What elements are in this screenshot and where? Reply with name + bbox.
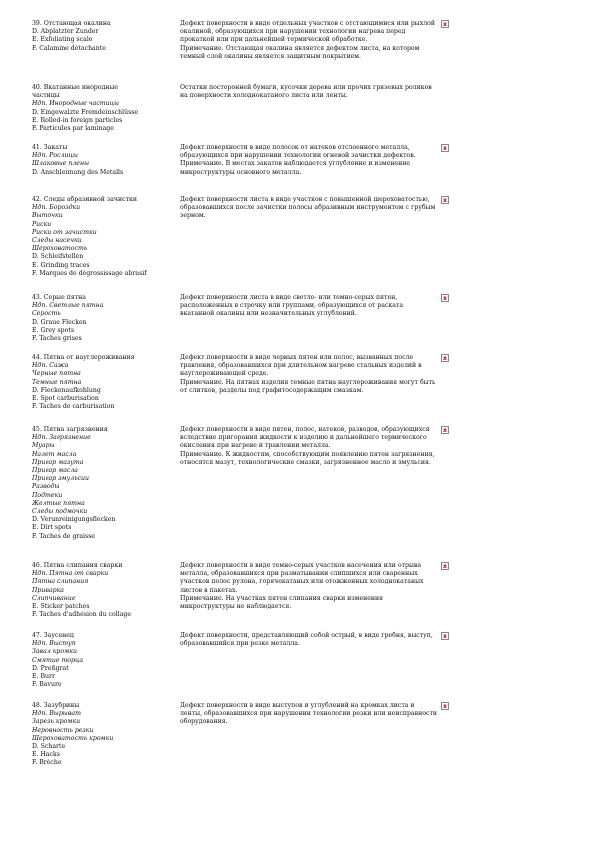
term-line: D. Scharte: [32, 743, 66, 751]
term-line: Неровность резки: [32, 726, 94, 734]
note-text: Примечание. На пятнах изделия темные пятна науглероживания могут быть от слитков, разделы под графитосодержащим смазкам.: [180, 378, 436, 394]
term-line: Ндп. Рослицы: [32, 152, 78, 160]
term-line: D. Graue Flecken: [32, 318, 87, 326]
term-line: 40. Вкатанные инородные: [32, 84, 119, 91]
note-text: Примечание. На участках пятен слипания сварки изменения микроструктуры не наблюдается.: [180, 594, 384, 611]
broken-image-icon: x: [441, 196, 449, 204]
broken-image-icon: x: [441, 426, 449, 434]
term-line: D. Eingewalzte Fremdeinschlüsse: [32, 108, 139, 116]
term-line: Пригар эмульсии: [32, 475, 90, 483]
term-line: D. Fleckenaufkohlung: [32, 386, 101, 394]
term-line: E. Grey spots: [32, 326, 74, 334]
term-line: E. Grinding traces: [32, 261, 90, 269]
term-line: 47. Заусенец: [32, 632, 74, 639]
definition-block: [180, 144, 438, 177]
term-line: D. Preßgrat: [32, 664, 69, 672]
term-line: E. Burr: [32, 673, 55, 681]
term-line: Ндп. Инородные частицы: [32, 100, 119, 108]
definition-text: Остатки посторонней бумаги, кусочки дерева или прочих грязевых роликов на поверхности холоднокатаного листа или ленты.: [180, 84, 432, 100]
broken-image-icon: x: [441, 562, 449, 570]
term-line: Подтеки: [32, 491, 63, 499]
term-line: Разводы: [32, 483, 60, 491]
term-line: F. Taches d'adhésion du collage: [32, 611, 132, 619]
term-line: Ндп. Вырыват: [32, 710, 81, 718]
term-line: Слипчивание: [32, 594, 76, 602]
term-line: Ндп. Светлые пятна: [32, 302, 104, 310]
term-line: F. Particules par laminage: [32, 125, 114, 133]
term-line: Пригар мазута: [32, 458, 84, 466]
term-line: D. Schleifstellen: [32, 253, 84, 261]
term-line: Черные пятна: [32, 370, 81, 378]
term-line: Выточки: [32, 212, 63, 220]
term-block: [32, 562, 180, 619]
term-line: F. Brèche: [32, 759, 62, 767]
note-text: Примечание. Отстающая окалина является дефектом листа, на котором темный слой окалины является защитным покрытием.: [180, 44, 420, 60]
term-line: 43. Серые пятна: [32, 294, 86, 301]
definition-text: Дефект поверхности в виде черных пятен или полос, вызванных после травления, образовавшихся при длительном нагреве стальных изделий в науглероживающей среде.: [180, 354, 422, 378]
term-line: F. Calamine détachante: [32, 44, 106, 52]
broken-image-icon: x: [441, 294, 449, 302]
term-block: [32, 294, 180, 343]
term-line: D. Abplatzter Zunder: [32, 28, 99, 36]
term-line: Завал кромки: [32, 648, 77, 656]
term-line: D. Verunreinigungsflecken: [32, 516, 116, 524]
term-line: Смятие торца: [32, 656, 84, 664]
term-line: 44. Пятна от науглероживания: [32, 354, 135, 361]
definition-text: Дефект поверхности в виде темно-серых участков насечения или отрыва металла, образовавшихся при разматывании слипшихся или сваренных участков полос рулона, горячекатаных или отожженных холоднокатаных листов в пакетах.: [180, 562, 424, 594]
term-line: 41. Закаты: [32, 144, 68, 151]
term-line: Ндп. Загрязнение: [32, 434, 91, 442]
term-line: F. Taches grises: [32, 335, 82, 343]
definition-block: [180, 20, 438, 61]
term-line: Следы подмочки: [32, 508, 88, 516]
term-line: E. Sticker patches: [32, 603, 90, 611]
broken-image-icon: x: [441, 20, 449, 28]
term-line: Пригар масла: [32, 467, 78, 475]
term-block: [32, 702, 180, 768]
broken-image-icon: x: [441, 354, 449, 362]
term-block: [32, 144, 180, 177]
term-line: Ндп. Выступ: [32, 640, 76, 648]
term-line: Серость: [32, 310, 61, 318]
term-line: F. Taches de carburisation: [32, 403, 115, 411]
term-line: 42. Следы абразивной зачистки: [32, 196, 137, 203]
definition-text: Дефект поверхности листа в виде светло- или темно-серых пятен, расположенных в строчку или группами, образующихся от раската вкатанной окалины или незначительных углублений.: [180, 294, 404, 318]
definition-block: [180, 354, 438, 395]
term-line: 46. Пятна слипания сварки: [32, 562, 123, 569]
term-line: D. Anschleimung des Metalls: [32, 168, 124, 176]
term-line: E. Dirt spots: [32, 524, 72, 532]
term-line: частицы: [32, 92, 60, 100]
broken-image-icon: x: [441, 144, 449, 152]
term-line: Шероховатость: [32, 245, 88, 253]
definition-block: [180, 84, 438, 100]
term-line: Налет масла: [32, 450, 77, 458]
term-line: Ндп. Бороздки: [32, 204, 81, 212]
term-line: 39. Отстающая окалина: [32, 20, 111, 27]
term-line: F. Bavure: [32, 681, 62, 689]
definition-block: [180, 702, 438, 727]
term-block: [32, 196, 180, 278]
definition-text: Дефект поверхности в виде отдельных участков с отстающимися или рыхлой окалиной, образующихся при нарушении технологии нагрева перед прокаткой или при дальнейшей термической обработке.: [180, 20, 435, 44]
term-block: [32, 354, 180, 411]
term-block: [32, 426, 180, 541]
definition-text: Дефект поверхности, представляющий собой острый, в виде гребня, выступ, образовавшийся при резке металла.: [180, 632, 433, 648]
definition-block: [180, 632, 438, 648]
term-line: 45. Пятна загрязнения: [32, 426, 108, 433]
broken-image-icon: x: [441, 632, 449, 640]
term-line: E. Spot carburisation: [32, 395, 99, 403]
definition-block: [180, 426, 438, 467]
term-line: Темные пятна: [32, 378, 82, 386]
broken-image-icon: x: [441, 702, 449, 710]
term-block: [32, 20, 180, 53]
definition-block: [180, 196, 438, 221]
term-line: Ндп. Пятна от сварки: [32, 570, 109, 578]
definition-text: Дефект поверхности листа в виде участков с повышенной шероховатостью, образовавшихся после зачистки полосы абразивным инструментом с грубым зерном.: [180, 196, 436, 220]
definition-text: Дефект поверхности в виде пятен, полос, натеков, разводов, образующихся вследствие пригорания жидкости к изделию и дальнейшего термического окисления при нагреве и травлении металла.: [180, 426, 430, 450]
term-line: Шероховатость кромки: [32, 734, 114, 742]
term-line: Риски: [32, 220, 52, 228]
note-text: Примечание. К жидкостям, способствующим появлению пятен загрязнения, относятся мазут, технологические смазки, загрязненное масло и эмульсия.: [180, 450, 435, 466]
term-line: 48. Зазубрины: [32, 702, 80, 709]
term-line: Следы насечки: [32, 237, 82, 245]
definition-block: [180, 562, 438, 611]
term-line: E. Hacks: [32, 751, 60, 759]
definition-text: Дефект поверхности в виде выступов и углублений на кромках листа и ленты, образовавшихся при нарушении технологии резки или неисправности оборудования.: [180, 702, 438, 726]
term-line: Риски от зачистки: [32, 228, 97, 236]
term-block: [32, 632, 180, 689]
term-line: E. Exfoliating scale: [32, 36, 93, 44]
term-line: Зарезь кромки: [32, 718, 81, 726]
term-line: Муары: [32, 442, 55, 450]
term-line: F. Taches de graisse: [32, 532, 96, 540]
term-line: Желтые пятна: [32, 499, 85, 507]
term-line: Шлаковые плены: [32, 160, 90, 168]
term-line: E. Rolled-in foreign particles: [32, 116, 123, 124]
term-line: Пятна слипания: [32, 578, 89, 586]
term-block: [32, 84, 180, 133]
definition-text: Дефект поверхности в виде полосок от натеков отслоенного металла, образующихся при нарушении технологии огневой зачистки дефектов.: [180, 144, 416, 160]
term-line: Приварка: [32, 586, 64, 594]
term-line: Ндп. Сажа: [32, 362, 69, 370]
term-line: F. Marques de dégrossissage abrasif: [32, 269, 147, 277]
note-text: Примечание. В местах закатов наблюдается углубление и изменение микроструктуры основного металла.: [180, 160, 411, 176]
definition-block: [180, 294, 438, 319]
